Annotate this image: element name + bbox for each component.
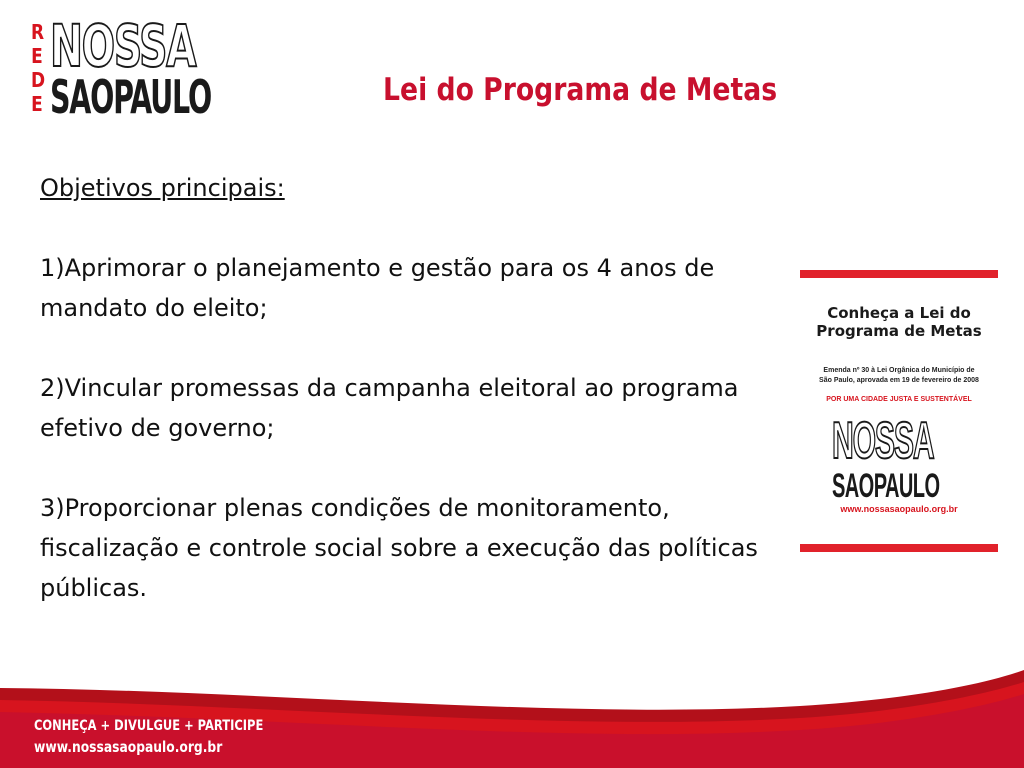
brochure-logo-nossa: NOSSA [832, 412, 934, 470]
brochure-url: www.nossasaopaulo.org.br [840, 504, 958, 514]
logo-nossa: NOSSA [50, 12, 196, 80]
objective-item: 3)Proporcionar plenas condições de monitoramento, fiscalização e controle social sobre a execução das políticas públicas. [40, 494, 758, 602]
slide-content [40, 168, 780, 608]
logo-rede-letter: D [31, 68, 46, 92]
brochure-subtitle-line: Emenda nº 30 à Lei Orgânica do Município de [823, 367, 975, 374]
brochure-subtitle-line: São Paulo, aprovada em 19 de fevereiro de 2008 [819, 377, 979, 384]
brochure-logo-saopaulo: SAOPAULO [832, 467, 940, 505]
brochure-image [800, 270, 998, 554]
brochure-top-bar [800, 270, 998, 278]
footer-banner [0, 660, 1024, 768]
logo-saopaulo: SAOPAULO [50, 70, 211, 124]
brochure-title [800, 304, 998, 340]
logo-rede-letter: E [31, 44, 43, 68]
brochure-slogan: POR UMA CIDADE JUSTA E SUSTENTÁVEL [826, 396, 972, 403]
content-heading: Objetivos principais: [40, 174, 285, 202]
footer-url[interactable]: www.nossasaopaulo.org.br [34, 738, 223, 756]
brochure-title-line: Programa de Metas [816, 322, 982, 340]
brochure-title-line: Conheça a Lei do [827, 304, 971, 322]
logo-rede [30, 20, 44, 116]
brochure-subtitle [800, 366, 998, 386]
brochure-bottom-bar [800, 544, 998, 552]
logo-rede-letter: R [31, 20, 45, 44]
objective-item: 1)Aprimorar o planejamento e gestão para os 4 anos de mandato do eleito; [40, 254, 715, 322]
logo [30, 12, 211, 124]
footer-tagline: CONHEÇA + DIVULGUE + PARTICIPE [34, 718, 264, 734]
slide-title: Lei do Programa de Metas [383, 72, 778, 108]
objective-item: 2)Vincular promessas da campanha eleitoral ao programa efetivo de governo; [40, 374, 739, 442]
logo-rede-letter: E [31, 92, 43, 116]
